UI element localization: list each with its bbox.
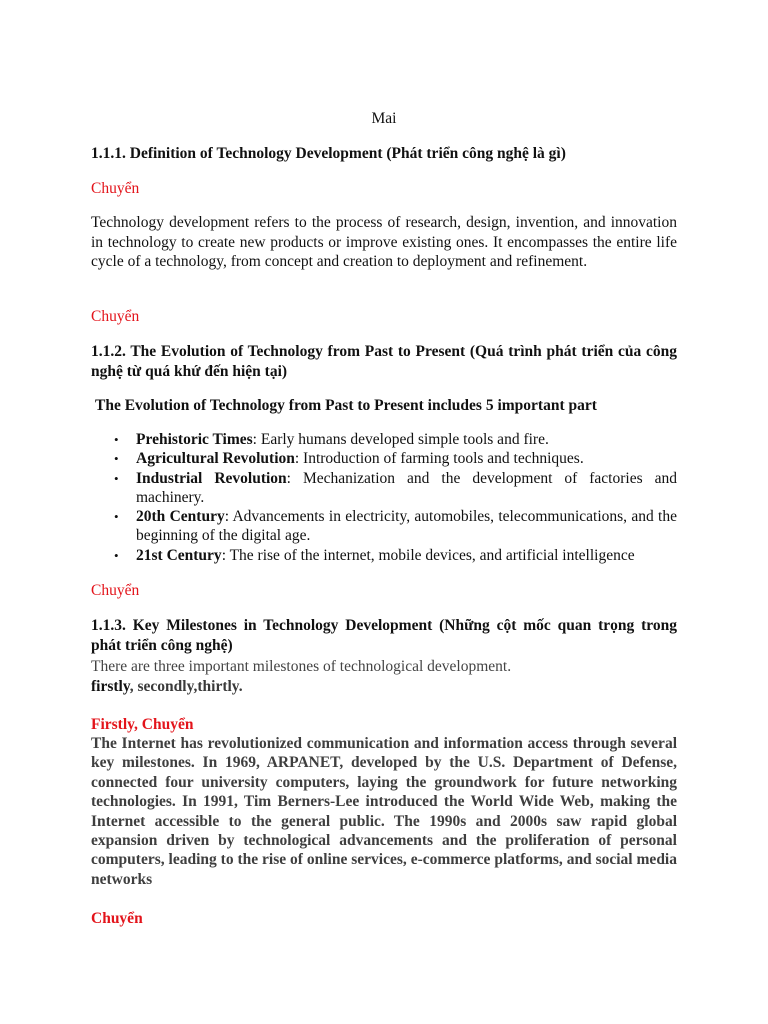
list-item-desc: : Introduction of farming tools and techniques. [294,450,584,468]
list-item-term: 21st Century [136,546,222,564]
firstly-marker: Firstly, Chuyển [91,716,194,733]
section-2-heading: 1.1.2. The Evolution of Technology from Past to Present (Quá trình phát triển của công nghệ từ quá khứ đến hiện tại) [91,343,677,380]
bullet-icon: • [114,451,119,467]
list-item-term: 20th Century [136,508,225,526]
section-1-heading: 1.1.1. Definition of Technology Development (Phát triển công nghệ là gì) [91,145,566,162]
section-3-heading: 1.1.3. Key Milestones in Technology Development (Những cột mốc quan trọng trong phát triển công nghệ) [91,617,677,654]
list-item-term: Prehistoric Times [136,431,253,448]
final-marker: Chuyển [91,910,143,927]
evolution-list [91,430,677,565]
list-item-term: Industrial Revolution [136,469,287,487]
bullet-icon: • [114,547,119,563]
list-item-desc: : Mechanization and the development of factories and machinery. [136,469,677,506]
milestone-order-rest: , secondly,thirtly. [129,678,243,695]
milestone-order-first: firstly [91,678,130,695]
list-item-desc: : Advancements in electricity, automobiles, telecommunications, and the beginning of the digital age. [136,508,677,545]
list-item [114,546,677,565]
section-1-paragraph: Technology development refers to the process of research, design, invention, and innovation in technology to create new products or improve existing ones. It encompasses the entire life cycle of a technology, from concept and creation to deployment and refinement. [91,214,677,270]
section-3-intro: There are three important milestones of technological development. [91,658,512,675]
internet-paragraph: The Internet has revolutionized communication and information access through several key milestones. In 1969, ARPANET, developed by the U.S. Department of Defense, connected four university computers, laying the groundwork for future networking technologies. In 1991, Tim Berners-Lee introduced the World Wide Web, making the Internet accessible to the general public. The 1990s and 2000s saw rapid global expansion driven by technological advancements and the proliferation of personal computers, leading to the rise of online services, e-commerce platforms, and social media networks [91,735,677,888]
bullet-icon: • [114,509,119,525]
list-item [114,469,677,508]
bullet-icon: • [114,432,119,447]
section-3-marker: Chuyển [91,582,140,599]
list-item [114,449,677,468]
milestone-order-line [91,677,677,697]
section-2-marker: Chuyển [91,308,140,325]
bullet-icon: • [114,470,119,486]
author-name: Mai [371,110,397,127]
list-item [114,430,677,449]
list-item-term: Agricultural Revolution [136,450,295,468]
section-2-intro: The Evolution of Technology from Past to Present includes 5 important part [95,397,597,414]
list-item-desc: : Early humans developed simple tools and fire. [252,431,549,448]
section-1-marker: Chuyển [91,180,140,197]
list-item-desc: : The rise of the internet, mobile devices, and artificial intelligence [221,546,635,564]
list-item [114,507,677,546]
